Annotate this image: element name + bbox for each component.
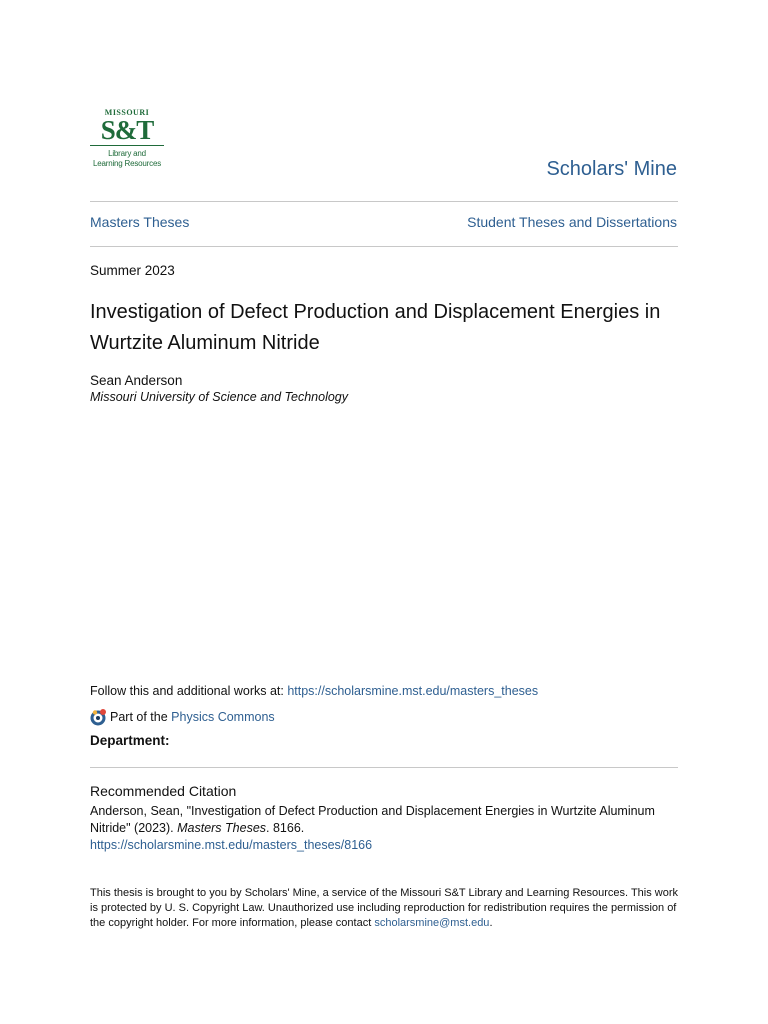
logo-library-text: Library and	[108, 149, 146, 158]
citation-number: . 8166.	[266, 821, 305, 835]
author-name: Sean Anderson	[90, 373, 183, 388]
citation-block	[90, 803, 680, 854]
publication-date: Summer 2023	[90, 263, 175, 278]
citation-url-link[interactable]: https://scholarsmine.mst.edu/masters_theses/8166	[90, 838, 373, 852]
repository-home-link[interactable]: Scholars' Mine	[546, 158, 677, 180]
header-divider-bottom	[90, 246, 678, 247]
logo-st-text: S&T	[100, 115, 154, 145]
physics-commons-link[interactable]: Physics Commons	[171, 710, 275, 724]
part-of-line	[90, 708, 275, 726]
copyright-notice	[90, 886, 680, 931]
document-title: Investigation of Defect Production and Displacement Energies in Wurtzite Aluminum Nitride	[90, 301, 661, 354]
network-commons-icon	[90, 708, 108, 726]
follow-url-link[interactable]: https://scholarsmine.mst.edu/masters_theses	[287, 684, 539, 698]
follow-line	[90, 684, 538, 698]
follow-label: Follow this and additional works at:	[90, 684, 288, 698]
logo-rule	[90, 145, 164, 146]
library-logo	[90, 108, 164, 182]
citation-text: Anderson, Sean, "Investigation of Defect Production and Displacement Energies in Wurtzite Aluminum Nitride" (2023).	[90, 804, 655, 835]
logo-missouri-text: MISSOURI	[104, 108, 150, 117]
contact-email-link[interactable]: scholarsmine@mst.edu	[374, 917, 490, 929]
copyright-end: .	[489, 917, 493, 929]
citation-series: Masters Theses	[177, 821, 267, 835]
author-affiliation: Missouri University of Science and Technology	[90, 390, 348, 404]
part-of-label: Part of the	[110, 710, 172, 724]
department-label: Department:	[90, 733, 170, 748]
logo-learning-text: Learning Resources	[93, 159, 161, 168]
citation-heading: Recommended Citation	[90, 783, 237, 799]
copyright-text: This thesis is brought to you by Scholars' Mine, a service of the Missouri S&T Library and Learning Resources. This work is protected by U. S. Copyright Law. Unauthorized use including reproduction for redistribution requires the permission of the copyright holder. For more information, please contact	[90, 887, 679, 929]
student-theses-link[interactable]: Student Theses and Dissertations	[467, 214, 677, 230]
citation-divider	[90, 767, 678, 768]
header-divider-top	[90, 201, 678, 202]
masters-theses-link[interactable]: Masters Theses	[90, 214, 190, 230]
